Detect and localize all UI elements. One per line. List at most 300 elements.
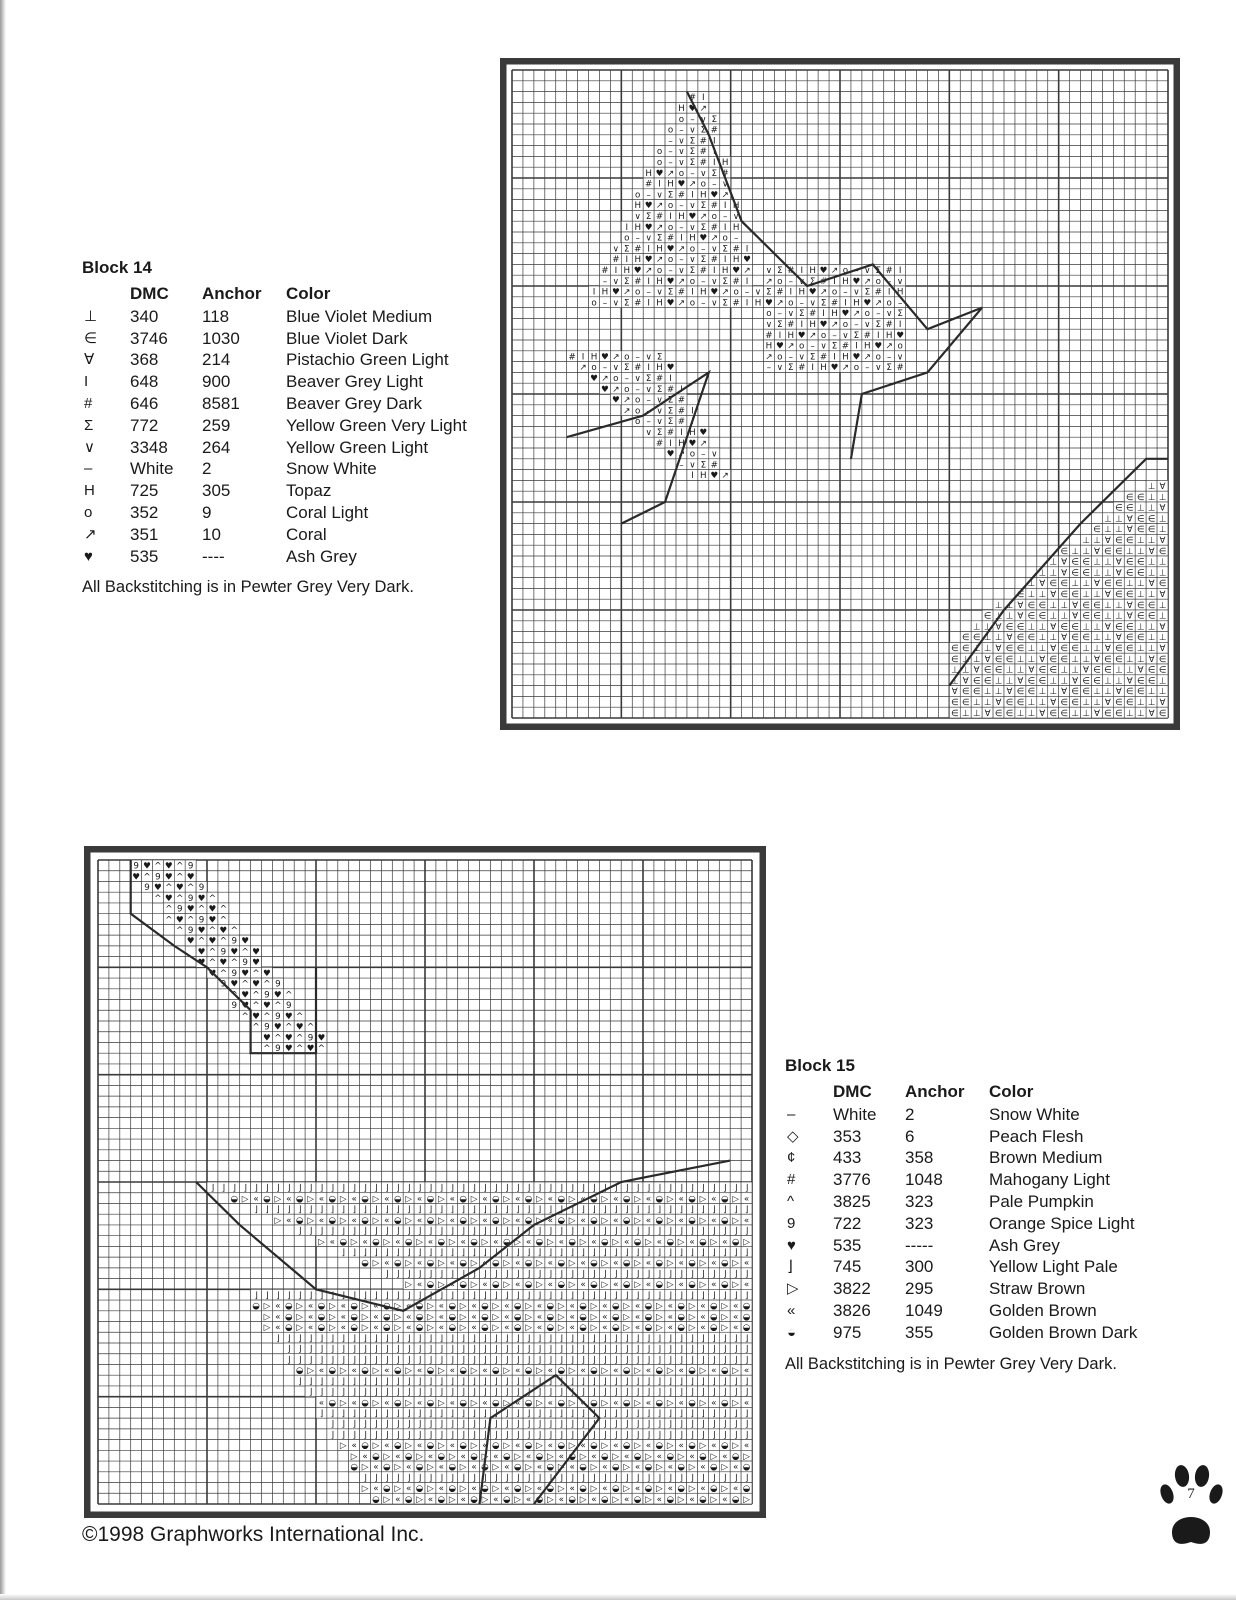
svg-text:«: « bbox=[482, 1366, 488, 1377]
svg-text:Σ: Σ bbox=[777, 320, 783, 331]
svg-text:Σ: Σ bbox=[711, 114, 718, 125]
svg-text:⌋: ⌋ bbox=[548, 1473, 553, 1484]
svg-text:∈: ∈ bbox=[1005, 622, 1014, 633]
svg-text:–: – bbox=[679, 201, 684, 212]
svg-text:⌋: ⌋ bbox=[439, 1247, 444, 1258]
svg-text:⌋: ⌋ bbox=[363, 1408, 367, 1419]
svg-text:∨: ∨ bbox=[853, 287, 860, 298]
svg-text:⌋: ⌋ bbox=[723, 1408, 727, 1419]
svg-text:▷: ▷ bbox=[263, 1301, 271, 1312]
svg-text:«: « bbox=[613, 1215, 619, 1226]
svg-text:⌋: ⌋ bbox=[461, 1344, 465, 1355]
svg-text:∈: ∈ bbox=[1125, 557, 1134, 568]
svg-text:⌋: ⌋ bbox=[483, 1344, 487, 1355]
svg-text:♥: ♥ bbox=[164, 872, 173, 883]
svg-text:↗: ↗ bbox=[666, 168, 675, 179]
stitch-symbol: ♥ bbox=[84, 547, 93, 565]
svg-text:⌋: ⌋ bbox=[624, 1290, 629, 1301]
svg-text:◒: ◒ bbox=[415, 1323, 424, 1334]
svg-text:⌋: ⌋ bbox=[657, 1408, 662, 1419]
svg-text:⌋: ⌋ bbox=[472, 1344, 476, 1355]
svg-text:⌋: ⌋ bbox=[646, 1473, 651, 1484]
dmc-number: 535 bbox=[130, 546, 159, 566]
svg-text:◒: ◒ bbox=[339, 1237, 348, 1248]
svg-text:#: # bbox=[666, 384, 675, 395]
svg-text:o: o bbox=[700, 179, 707, 190]
svg-text:⌋: ⌋ bbox=[461, 1247, 465, 1258]
copyright-text: ©1998 Graphworks International Inc. bbox=[82, 1523, 425, 1546]
svg-text:⊥: ⊥ bbox=[1038, 633, 1047, 644]
svg-text:⌋: ⌋ bbox=[744, 1387, 749, 1398]
svg-text:◒: ◒ bbox=[644, 1312, 653, 1323]
svg-text:⊥: ⊥ bbox=[1027, 622, 1036, 633]
svg-text:9: 9 bbox=[275, 1044, 281, 1055]
svg-text:^: ^ bbox=[241, 947, 249, 958]
svg-text:⌋: ⌋ bbox=[646, 1376, 651, 1387]
svg-text:⌋: ⌋ bbox=[385, 1344, 389, 1355]
svg-text:⊥: ⊥ bbox=[1038, 687, 1047, 698]
svg-text:⌋: ⌋ bbox=[614, 1290, 618, 1301]
svg-text:⌋: ⌋ bbox=[483, 1247, 487, 1258]
dmc-number: 353 bbox=[833, 1126, 862, 1146]
svg-text:⌋: ⌋ bbox=[276, 1290, 280, 1301]
svg-text:⌋: ⌋ bbox=[559, 1430, 563, 1441]
svg-text:↗: ↗ bbox=[765, 276, 773, 287]
stitch-symbol: # bbox=[787, 1171, 796, 1189]
svg-text:⌋: ⌋ bbox=[690, 1473, 694, 1484]
svg-text:▷: ▷ bbox=[470, 1215, 478, 1226]
svg-text:▷: ▷ bbox=[470, 1194, 478, 1205]
svg-text:◒: ◒ bbox=[633, 1237, 642, 1248]
svg-text:⌋: ⌋ bbox=[461, 1355, 465, 1366]
svg-text:▷: ▷ bbox=[427, 1484, 434, 1495]
svg-text:⊥: ⊥ bbox=[1136, 698, 1145, 709]
svg-text:▷: ▷ bbox=[394, 1323, 402, 1334]
svg-text:«: « bbox=[351, 1215, 357, 1226]
svg-text:⊥: ⊥ bbox=[983, 633, 992, 644]
svg-text:◒: ◒ bbox=[546, 1312, 555, 1323]
svg-text:⌋: ⌋ bbox=[363, 1387, 367, 1398]
svg-text:o: o bbox=[624, 384, 630, 395]
svg-text:∨: ∨ bbox=[864, 320, 871, 331]
svg-text:⌋: ⌋ bbox=[396, 1183, 400, 1194]
color-key-row bbox=[82, 349, 467, 371]
svg-text:«: « bbox=[416, 1258, 423, 1269]
svg-text:◒: ◒ bbox=[492, 1280, 500, 1291]
svg-text:↗: ↗ bbox=[819, 287, 828, 298]
svg-text:▷: ▷ bbox=[459, 1312, 467, 1323]
svg-text:o: o bbox=[667, 201, 674, 212]
svg-text:⌋: ⌋ bbox=[548, 1344, 553, 1355]
svg-text:♥: ♥ bbox=[317, 1033, 326, 1044]
svg-text:↗: ↗ bbox=[655, 222, 664, 233]
svg-text:▷: ▷ bbox=[688, 1301, 696, 1312]
svg-text:–: – bbox=[646, 287, 651, 298]
anchor-number: 900 bbox=[202, 372, 231, 392]
svg-text:#: # bbox=[677, 406, 686, 417]
svg-text:∈: ∈ bbox=[1125, 568, 1134, 579]
svg-text:H: H bbox=[864, 341, 871, 352]
svg-text:«: « bbox=[275, 1301, 281, 1312]
svg-text:⌋: ⌋ bbox=[712, 1183, 716, 1194]
svg-text:⌋: ⌋ bbox=[374, 1226, 378, 1237]
svg-text:«: « bbox=[384, 1215, 390, 1226]
svg-text:▷: ▷ bbox=[481, 1494, 489, 1505]
svg-text:I: I bbox=[691, 406, 694, 417]
svg-text:↗: ↗ bbox=[776, 298, 784, 309]
svg-text:⌋: ⌋ bbox=[385, 1183, 389, 1194]
svg-text:⌋: ⌋ bbox=[614, 1344, 618, 1355]
svg-text:⌋: ⌋ bbox=[712, 1290, 716, 1301]
svg-text:⌋: ⌋ bbox=[494, 1205, 498, 1216]
svg-text:⌋: ⌋ bbox=[614, 1183, 618, 1194]
svg-text:▷: ▷ bbox=[688, 1462, 696, 1473]
svg-text:#: # bbox=[699, 158, 707, 169]
svg-text:∨: ∨ bbox=[645, 352, 652, 363]
svg-text:⌋: ⌋ bbox=[254, 1205, 258, 1216]
svg-text:▷: ▷ bbox=[241, 1194, 249, 1205]
svg-text:«: « bbox=[678, 1194, 684, 1205]
svg-text:«: « bbox=[569, 1484, 575, 1495]
svg-text:⌋: ⌋ bbox=[494, 1344, 498, 1355]
svg-text:◒: ◒ bbox=[230, 1194, 239, 1205]
svg-text:♥: ♥ bbox=[164, 861, 173, 872]
svg-text:∈: ∈ bbox=[961, 687, 970, 698]
svg-text:⌋: ⌋ bbox=[668, 1376, 672, 1387]
svg-text:▷: ▷ bbox=[296, 1323, 304, 1334]
svg-text:⌋: ⌋ bbox=[548, 1333, 553, 1344]
svg-text:⌋: ⌋ bbox=[396, 1355, 400, 1366]
svg-text:H: H bbox=[678, 104, 685, 115]
svg-text:◒: ◒ bbox=[426, 1194, 435, 1205]
svg-text:▷: ▷ bbox=[601, 1441, 609, 1452]
svg-text:⊥: ⊥ bbox=[1104, 611, 1112, 622]
svg-text:⌋: ⌋ bbox=[352, 1290, 356, 1301]
svg-text:◒: ◒ bbox=[611, 1323, 620, 1334]
svg-text:◒: ◒ bbox=[535, 1237, 544, 1248]
svg-text:«: « bbox=[362, 1451, 368, 1462]
svg-text:⌋: ⌋ bbox=[450, 1226, 454, 1237]
svg-text:⌋: ⌋ bbox=[690, 1205, 694, 1216]
svg-text:Σ: Σ bbox=[831, 341, 838, 352]
svg-text:⌋: ⌋ bbox=[428, 1419, 433, 1430]
svg-text:▷: ▷ bbox=[339, 1194, 347, 1205]
svg-text:⌋: ⌋ bbox=[548, 1430, 553, 1441]
svg-text:«: « bbox=[373, 1484, 379, 1495]
svg-text:⌋: ⌋ bbox=[614, 1205, 618, 1216]
color-name: Yellow Green Very Light bbox=[286, 415, 467, 435]
svg-text:∀: ∀ bbox=[951, 687, 958, 698]
svg-text:I: I bbox=[887, 287, 891, 298]
svg-text:I: I bbox=[712, 136, 716, 147]
svg-text:I: I bbox=[669, 374, 672, 385]
svg-text:⌋: ⌋ bbox=[461, 1226, 465, 1237]
svg-text:↗: ↗ bbox=[677, 298, 686, 309]
svg-text:∈: ∈ bbox=[1060, 546, 1068, 557]
svg-text:⌋: ⌋ bbox=[548, 1247, 553, 1258]
svg-text:«: « bbox=[667, 1462, 673, 1473]
svg-text:∈: ∈ bbox=[1049, 654, 1058, 665]
svg-text:#: # bbox=[710, 222, 718, 233]
svg-text:▷: ▷ bbox=[579, 1451, 587, 1462]
svg-text:⌋: ⌋ bbox=[297, 1183, 302, 1194]
svg-text:∈: ∈ bbox=[1136, 525, 1145, 536]
svg-text:▷: ▷ bbox=[405, 1280, 413, 1291]
svg-text:#: # bbox=[721, 168, 729, 179]
svg-text:⌋: ⌋ bbox=[559, 1408, 563, 1419]
color-name: Pistachio Green Light bbox=[286, 350, 449, 370]
svg-text:«: « bbox=[732, 1484, 739, 1495]
svg-text:▷: ▷ bbox=[492, 1301, 500, 1312]
svg-text:♥: ♥ bbox=[601, 384, 609, 395]
svg-text:↗: ↗ bbox=[809, 330, 817, 341]
color-key-row bbox=[82, 393, 467, 415]
svg-text:–: – bbox=[646, 190, 651, 201]
color-key-header bbox=[82, 282, 467, 306]
svg-text:◒: ◒ bbox=[415, 1462, 424, 1473]
svg-text:∈: ∈ bbox=[1005, 644, 1014, 655]
svg-text:«: « bbox=[580, 1215, 586, 1226]
svg-text:◒: ◒ bbox=[502, 1237, 511, 1248]
svg-text:Σ: Σ bbox=[624, 298, 630, 309]
svg-text:«: « bbox=[547, 1398, 554, 1409]
svg-text:«: « bbox=[678, 1366, 684, 1377]
svg-text:«: « bbox=[569, 1323, 575, 1334]
svg-text:∈: ∈ bbox=[1125, 503, 1134, 514]
svg-text:⌋: ⌋ bbox=[461, 1183, 465, 1194]
svg-text:^: ^ bbox=[230, 990, 238, 1001]
svg-text:«: « bbox=[732, 1301, 739, 1312]
svg-text:«: « bbox=[471, 1312, 477, 1323]
svg-text:«: « bbox=[504, 1484, 510, 1495]
svg-text:«: « bbox=[493, 1494, 499, 1505]
svg-text:–: – bbox=[788, 276, 793, 287]
svg-text:⊥: ⊥ bbox=[1147, 622, 1156, 633]
svg-text:▷: ▷ bbox=[710, 1237, 718, 1248]
svg-text:⌋: ⌋ bbox=[276, 1333, 280, 1344]
svg-text:«: « bbox=[438, 1301, 445, 1312]
svg-text:«: « bbox=[351, 1398, 357, 1409]
svg-text:9: 9 bbox=[187, 893, 194, 904]
svg-text:⌋: ⌋ bbox=[603, 1247, 607, 1258]
svg-text:▷: ▷ bbox=[525, 1323, 532, 1334]
svg-text:▷: ▷ bbox=[437, 1366, 445, 1377]
svg-text:⌋: ⌋ bbox=[450, 1430, 454, 1441]
svg-text:H: H bbox=[656, 276, 663, 287]
svg-text:«: « bbox=[384, 1441, 390, 1452]
svg-text:#: # bbox=[710, 460, 718, 471]
svg-text:▷: ▷ bbox=[536, 1194, 543, 1205]
svg-text:9: 9 bbox=[231, 968, 238, 979]
svg-text:▷: ▷ bbox=[437, 1258, 445, 1269]
svg-text:⌋: ⌋ bbox=[635, 1226, 640, 1237]
svg-text:♥: ♥ bbox=[710, 287, 719, 298]
svg-text:∨: ∨ bbox=[700, 114, 707, 125]
svg-text:⌋: ⌋ bbox=[526, 1290, 531, 1301]
svg-text:↗: ↗ bbox=[841, 363, 850, 374]
dmc-number: White bbox=[130, 459, 174, 479]
svg-text:⌋: ⌋ bbox=[526, 1419, 531, 1430]
svg-text:⊥: ⊥ bbox=[950, 676, 959, 687]
svg-text:«: « bbox=[395, 1237, 401, 1248]
svg-text:⊥: ⊥ bbox=[1158, 611, 1167, 622]
svg-text:#: # bbox=[787, 320, 795, 331]
svg-text:⌋: ⌋ bbox=[581, 1333, 585, 1344]
anchor-number: 118 bbox=[202, 306, 230, 326]
color-name: Snow White bbox=[989, 1104, 1080, 1124]
svg-text:⌋: ⌋ bbox=[733, 1387, 738, 1398]
svg-text:▷: ▷ bbox=[427, 1312, 434, 1323]
svg-text:▷: ▷ bbox=[590, 1323, 598, 1334]
svg-text:⌋: ⌋ bbox=[712, 1387, 716, 1398]
svg-text:⌋: ⌋ bbox=[635, 1419, 640, 1430]
svg-text:«: « bbox=[471, 1323, 477, 1334]
svg-text:⌋: ⌋ bbox=[505, 1183, 509, 1194]
svg-text:◒: ◒ bbox=[448, 1301, 457, 1312]
svg-text:⌋: ⌋ bbox=[406, 1355, 411, 1366]
svg-text:⌋: ⌋ bbox=[450, 1376, 454, 1387]
svg-text:▷: ▷ bbox=[470, 1366, 478, 1377]
svg-text:«: « bbox=[351, 1366, 357, 1377]
svg-text:⌋: ⌋ bbox=[733, 1473, 738, 1484]
svg-text:o: o bbox=[842, 266, 849, 277]
svg-text:«: « bbox=[591, 1494, 597, 1505]
svg-text:⌋: ⌋ bbox=[483, 1473, 487, 1484]
svg-text:⌋: ⌋ bbox=[428, 1355, 433, 1366]
svg-text:∈: ∈ bbox=[1125, 622, 1134, 633]
svg-text:⌋: ⌋ bbox=[679, 1333, 683, 1344]
svg-text:o: o bbox=[656, 158, 663, 169]
svg-text:«: « bbox=[580, 1398, 586, 1409]
svg-text:◒: ◒ bbox=[459, 1215, 467, 1226]
anchor-number: 295 bbox=[905, 1279, 934, 1299]
svg-text:⌋: ⌋ bbox=[537, 1408, 542, 1419]
svg-text:⌋: ⌋ bbox=[472, 1376, 476, 1387]
svg-text:◒: ◒ bbox=[590, 1194, 598, 1205]
svg-text:∨: ∨ bbox=[656, 287, 663, 298]
block-14-title: Block 14 bbox=[82, 258, 152, 277]
svg-text:◒: ◒ bbox=[677, 1301, 685, 1312]
svg-text:▷: ▷ bbox=[634, 1215, 641, 1226]
svg-text:H: H bbox=[809, 320, 816, 331]
svg-text:∈: ∈ bbox=[972, 633, 981, 644]
svg-text:⌋: ⌋ bbox=[505, 1290, 509, 1301]
svg-text:♥: ♥ bbox=[699, 428, 708, 439]
svg-text:⌋: ⌋ bbox=[341, 1408, 345, 1419]
svg-text:◒: ◒ bbox=[492, 1398, 500, 1409]
svg-text:∈: ∈ bbox=[1038, 676, 1047, 687]
svg-text:H: H bbox=[678, 212, 685, 223]
svg-text:–: – bbox=[679, 222, 684, 233]
svg-text:♥: ♥ bbox=[284, 1044, 293, 1055]
svg-text:◒: ◒ bbox=[524, 1441, 533, 1452]
svg-text:⊥: ⊥ bbox=[1082, 698, 1090, 709]
svg-text:#: # bbox=[841, 341, 850, 352]
color-name: Yellow Green Light bbox=[286, 437, 429, 457]
svg-text:∀: ∀ bbox=[1093, 708, 1100, 719]
svg-text:⌋: ⌋ bbox=[396, 1408, 400, 1419]
svg-text:⌋: ⌋ bbox=[537, 1226, 542, 1237]
svg-text:⌋: ⌋ bbox=[744, 1355, 749, 1366]
svg-text:o: o bbox=[875, 276, 881, 287]
svg-text:▷: ▷ bbox=[383, 1451, 391, 1462]
svg-text:⌋: ⌋ bbox=[297, 1290, 302, 1301]
symbol-header bbox=[785, 1080, 833, 1104]
svg-text:#: # bbox=[830, 298, 839, 309]
svg-text:⌋: ⌋ bbox=[396, 1226, 400, 1237]
svg-text:⌋: ⌋ bbox=[330, 1355, 335, 1366]
svg-text:I: I bbox=[800, 320, 804, 331]
svg-text:⌋: ⌋ bbox=[701, 1183, 705, 1194]
svg-text:◒: ◒ bbox=[284, 1301, 293, 1312]
svg-text:⌋: ⌋ bbox=[635, 1473, 640, 1484]
svg-text:⌋: ⌋ bbox=[592, 1408, 596, 1419]
svg-text:⌋: ⌋ bbox=[733, 1269, 738, 1280]
svg-text:⌋: ⌋ bbox=[374, 1355, 378, 1366]
svg-text:⌋: ⌋ bbox=[287, 1333, 291, 1344]
svg-text:⌋: ⌋ bbox=[614, 1408, 618, 1419]
svg-text:⊥: ⊥ bbox=[1027, 708, 1036, 719]
svg-text:⌋: ⌋ bbox=[723, 1430, 727, 1441]
svg-text:♥: ♥ bbox=[611, 287, 620, 298]
svg-text:♥: ♥ bbox=[197, 925, 206, 936]
svg-text:^: ^ bbox=[176, 925, 184, 936]
svg-text:▷: ▷ bbox=[318, 1237, 325, 1248]
svg-text:∨: ∨ bbox=[678, 136, 685, 147]
svg-text:∈: ∈ bbox=[994, 654, 1003, 665]
svg-text:Σ: Σ bbox=[700, 460, 707, 471]
svg-text:I: I bbox=[844, 298, 847, 309]
svg-text:⌋: ⌋ bbox=[363, 1226, 367, 1237]
svg-text:⌋: ⌋ bbox=[679, 1430, 683, 1441]
svg-text:♥: ♥ bbox=[273, 1022, 282, 1033]
svg-text:◒: ◒ bbox=[448, 1462, 457, 1473]
svg-text:▷: ▷ bbox=[503, 1215, 511, 1226]
svg-text:⌋: ⌋ bbox=[439, 1387, 444, 1398]
svg-text:«: « bbox=[384, 1194, 390, 1205]
svg-text:⊥: ⊥ bbox=[1125, 546, 1134, 557]
svg-text:⌋: ⌋ bbox=[385, 1430, 389, 1441]
svg-text:⌋: ⌋ bbox=[515, 1473, 520, 1484]
svg-text:⌋: ⌋ bbox=[396, 1430, 400, 1441]
svg-text:⊥: ⊥ bbox=[1147, 698, 1156, 709]
svg-text:∈: ∈ bbox=[1158, 579, 1167, 590]
svg-text:⌋: ⌋ bbox=[515, 1376, 520, 1387]
svg-text:◒: ◒ bbox=[535, 1494, 544, 1505]
svg-text:◒: ◒ bbox=[437, 1237, 446, 1248]
svg-text:▷: ▷ bbox=[623, 1484, 631, 1495]
svg-text:◒: ◒ bbox=[666, 1494, 675, 1505]
svg-text:⌋: ⌋ bbox=[417, 1205, 422, 1216]
svg-text:⌋: ⌋ bbox=[635, 1376, 640, 1387]
svg-text:⌋: ⌋ bbox=[657, 1290, 662, 1301]
svg-text:▷: ▷ bbox=[601, 1258, 609, 1269]
svg-text:9: 9 bbox=[198, 915, 205, 926]
svg-text:⌋: ⌋ bbox=[515, 1344, 520, 1355]
svg-text:∈: ∈ bbox=[1027, 687, 1036, 698]
svg-text:⌋: ⌋ bbox=[363, 1205, 367, 1216]
svg-text:⌋: ⌋ bbox=[472, 1205, 476, 1216]
svg-text:▷: ▷ bbox=[590, 1462, 598, 1473]
svg-text:⌋: ⌋ bbox=[744, 1269, 749, 1280]
svg-text:«: « bbox=[580, 1194, 586, 1205]
svg-text:⌋: ⌋ bbox=[210, 1183, 215, 1194]
svg-text:«: « bbox=[340, 1301, 346, 1312]
svg-text:▷: ▷ bbox=[546, 1451, 554, 1462]
svg-text:∨: ∨ bbox=[678, 266, 685, 277]
svg-text:⌋: ⌋ bbox=[537, 1183, 542, 1194]
svg-text:⌋: ⌋ bbox=[472, 1247, 476, 1258]
